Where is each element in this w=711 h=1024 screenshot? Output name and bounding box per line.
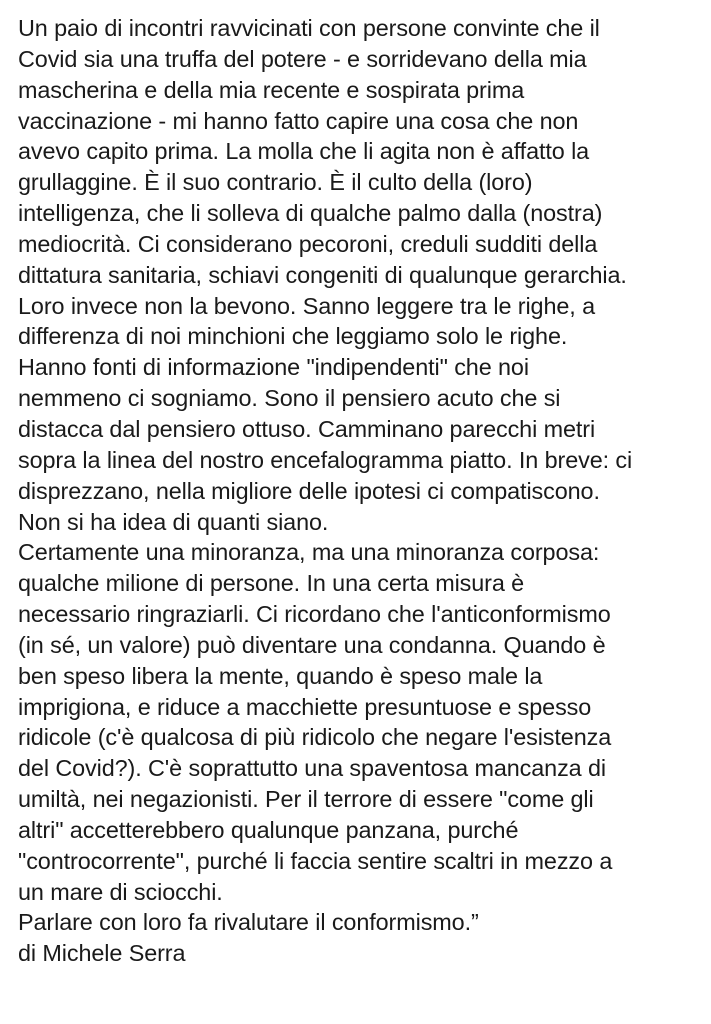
text-line: altri" accetterebbero qualunque panzana, purché xyxy=(18,816,519,843)
text-line: sopra la linea del nostro encefalogramma piatto. In breve: ci xyxy=(18,446,633,473)
text-line: qualche milione di persone. In una certa misura è xyxy=(18,570,525,597)
text-line: avevo capito prima. La molla che li agita non è affatto la xyxy=(18,138,590,165)
text-line: Covid sia una truffa del potere - e sorridevano della mia xyxy=(18,45,587,72)
text-line: Non si ha idea di quanti siano. xyxy=(18,508,329,535)
text-line: differenza di noi minchioni che leggiamo solo le righe. xyxy=(18,323,568,350)
text-line: Parlare con loro fa rivalutare il conformismo.” xyxy=(18,909,479,936)
text-line: ben speso libera la mente, quando è speso male la xyxy=(18,662,543,689)
text-line: Certamente una minoranza, ma una minoranza corposa: xyxy=(18,539,600,566)
text-line: "controcorrente", purché li faccia sentire scaltri in mezzo a xyxy=(18,847,613,874)
text-line: un mare di sciocchi. xyxy=(18,878,223,905)
text-line: imprigiona, e riduce a macchiette presuntuose e spesso xyxy=(18,693,592,720)
text-line: umiltà, nei negazionisti. Per il terrore di essere "come gli xyxy=(18,786,594,813)
text-line: mascherina e della mia recente e sospirata prima xyxy=(18,76,525,103)
author-byline: di Michele Serra xyxy=(18,940,186,967)
text-line: disprezzano, nella migliore delle ipotesi ci compatiscono. xyxy=(18,477,600,504)
text-line: Loro invece non la bevono. Sanno leggere tra le righe, a xyxy=(18,292,595,319)
text-line: del Covid?). C'è soprattutto una spaventosa mancanza di xyxy=(18,755,606,782)
post-text-block xyxy=(18,13,708,969)
text-line: mediocrità. Ci considerano pecoroni, creduli sudditi della xyxy=(18,230,598,257)
text-line: Hanno fonti di informazione "indipendenti" che noi xyxy=(18,354,529,381)
text-line: ridicole (c'è qualcosa di più ridicolo che negare l'esistenza xyxy=(18,724,612,751)
text-line: necessario ringraziarli. Ci ricordano che l'anticonformismo xyxy=(18,601,611,628)
text-line: Un paio di incontri ravvicinati con persone convinte che il xyxy=(18,15,600,41)
text-line: dittatura sanitaria, schiavi congeniti di qualunque gerarchia. xyxy=(18,261,627,288)
text-line: (in sé, un valore) può diventare una condanna. Quando è xyxy=(18,631,606,658)
text-line: nemmeno ci sogniamo. Sono il pensiero acuto che si xyxy=(18,385,561,412)
text-line: intelligenza, che li solleva di qualche palmo dalla (nostra) xyxy=(18,200,603,227)
text-line: distacca dal pensiero ottuso. Camminano parecchi metri xyxy=(18,415,596,442)
text-line: vaccinazione - mi hanno fatto capire una cosa che non xyxy=(18,107,579,134)
text-line: grullaggine. È il suo contrario. È il culto della (loro) xyxy=(18,169,533,196)
